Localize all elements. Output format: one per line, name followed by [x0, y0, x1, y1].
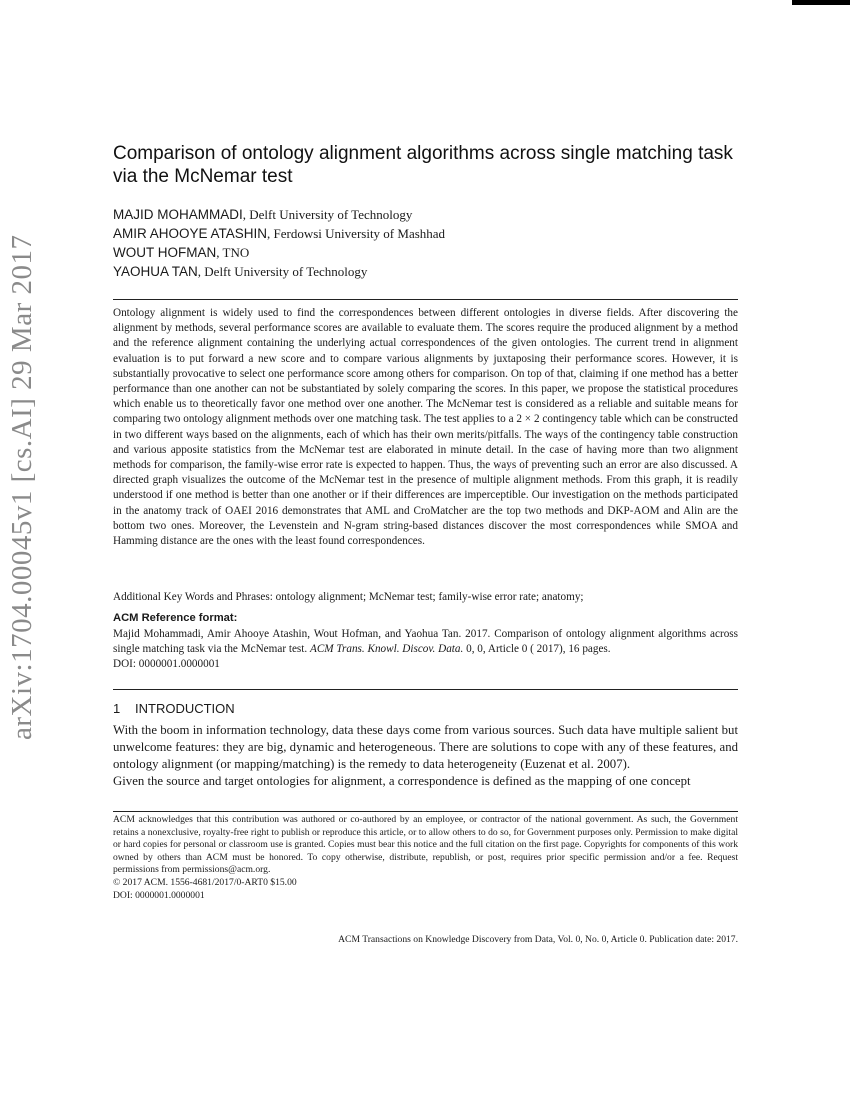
permission-notice: ACM acknowledges that this contribution was authored or co-authored by an employee, or contractor of the national government. As such, the Government retains a nonexclusive, royalty-free right to publish or reproduce this article, or to allow others to do so, for Government purposes only. Permission to make digital or hard copies for personal or classroom use is granted. Copies must bear this notice and the full citation on the first page. Copyrights for components of this work owned by others than ACM must be honored. To copy otherwise, distribute, republish, or post, requires prior specific permission and/or a fee. Request permissions from permissions@acm.org.: [113, 814, 738, 876]
intro-paragraph: With the boom in information technology, data these days come from various sources. Such data have multiple salient but unwelcome features: they are big, dynamic and heterogeneous. There are solutions to cope with any of these features, and ontology alignment (or mapping/matching) is the remedy to data heterogeneity (Euzenat et al. 2007).: [113, 723, 738, 771]
author-entry: [113, 243, 743, 262]
acm-reference-doi: DOI: 0000001.0000001: [113, 658, 220, 670]
top-corner-bar: [792, 0, 850, 5]
section-top-rule: [113, 689, 738, 690]
section-heading: [113, 701, 235, 716]
author-name: MAJID MOHAMMADI: [113, 207, 243, 222]
introduction-body: [113, 722, 738, 790]
acm-reference-details: 0, 0, Article 0 ( 2017), 16 pages.: [466, 643, 611, 655]
paper-title: Comparison of ontology alignment algorithms across single matching task via the McNemar test: [113, 143, 733, 187]
author-affiliation: , Delft University of Technology: [197, 264, 368, 279]
author-affiliation: , Ferdowsi University of Mashhad: [267, 226, 446, 241]
footnote-rule: [113, 811, 738, 812]
running-footer: ACM Transactions on Knowledge Discovery from Data, Vol. 0, No. 0, Article 0. Publication date: 2017.: [338, 934, 738, 945]
author-entry: [113, 224, 743, 243]
author-name: AMIR AHOOYE ATASHIN: [113, 226, 268, 241]
author-list: [113, 205, 743, 281]
acm-reference: [113, 627, 738, 672]
intro-paragraph: Given the source and target ontologies for alignment, a correspondence is defined as the mapping of one concept: [113, 774, 691, 788]
acm-reference-text: Majid Mohammadi, Amir Ahooye Atashin, Wout Hofman, and Yaohua Tan. 2017. Comparison of ontology alignment algorithms across single matching task via the McNemar test.: [113, 628, 738, 655]
keywords: Additional Key Words and Phrases: ontology alignment; McNemar test; family-wise error rate; anatomy;: [113, 591, 584, 603]
acm-reference-heading: ACM Reference format:: [113, 612, 238, 624]
author-affiliation: , Delft University of Technology: [242, 207, 413, 222]
acm-reference-journal: ACM Trans. Knowl. Discov. Data.: [309, 643, 464, 655]
author-name: YAOHUA TAN: [113, 264, 198, 279]
section-number: 1: [113, 701, 121, 716]
abstract-top-rule: [113, 299, 738, 300]
copyright-footnote: [113, 814, 738, 902]
copyright-line: © 2017 ACM. 1556-4681/2017/0-ART0 $15.00: [113, 876, 297, 888]
author-name: WOUT HOFMAN: [113, 245, 217, 260]
author-entry: [113, 262, 743, 281]
author-affiliation: , TNO: [216, 245, 250, 260]
abstract: Ontology alignment is widely used to find the correspondences between different ontologies in diverse fields. After discovering the alignment by methods, several performance scores are available to evaluate them. The scores require the produced alignment by a method and the reference alignment containing the underlying actual correspondences of the given ontologies. The current trend in alignment evaluation is to put forward a new score and to compare various alignments by juxtaposing their performance scores. However, it is substantially provocative to select one performance score among others for comparison. On top of that, claiming if one method has a better performance than one another can not be substantiated by solely comparing the scores. In this paper, we propose the statistical procedures which enable us to theoretically favor one method over one another. The McNemar test is considered as a reliable and suitable means for comparing two ontology alignment methods over one matching task. The test applies to a 2 × 2 contingency table which can be constructed in two different ways based on the alignments, each of which has their own merits/pitfalls. The ways of the contingency table construction and various apposite statistics from the McNemar test are elaborated in minute detail. In the case of having more than two alignment methods for comparison, the family-wise error rate is expected to happen. Thus, the ways of preventing such an error are also discussed. A directed graph visualizes the outcome of the McNemar test in the presence of multiple alignment methods. From this graph, it is readily understood if one method is better than one another or if their differences are imperceptible. Our investigation on the methods participated in the anatomy track of OAEI 2016 demonstrates that AML and CroMatcher are the top two methods and DKP-AOM and Alin are the bottom two ones. Moreover, the Levenstein and N-gram string-based distances discover the most correspondences while SMOA and Hamming distance are the ones with the least found correspondences.: [113, 307, 738, 548]
author-entry: [113, 205, 743, 224]
arxiv-side-stamp: arXiv:1704.00045v1 [cs.AI] 29 Mar 2017: [6, 234, 38, 740]
section-title: INTRODUCTION: [135, 701, 235, 716]
footnote-doi: DOI: 0000001.0000001: [113, 889, 205, 901]
